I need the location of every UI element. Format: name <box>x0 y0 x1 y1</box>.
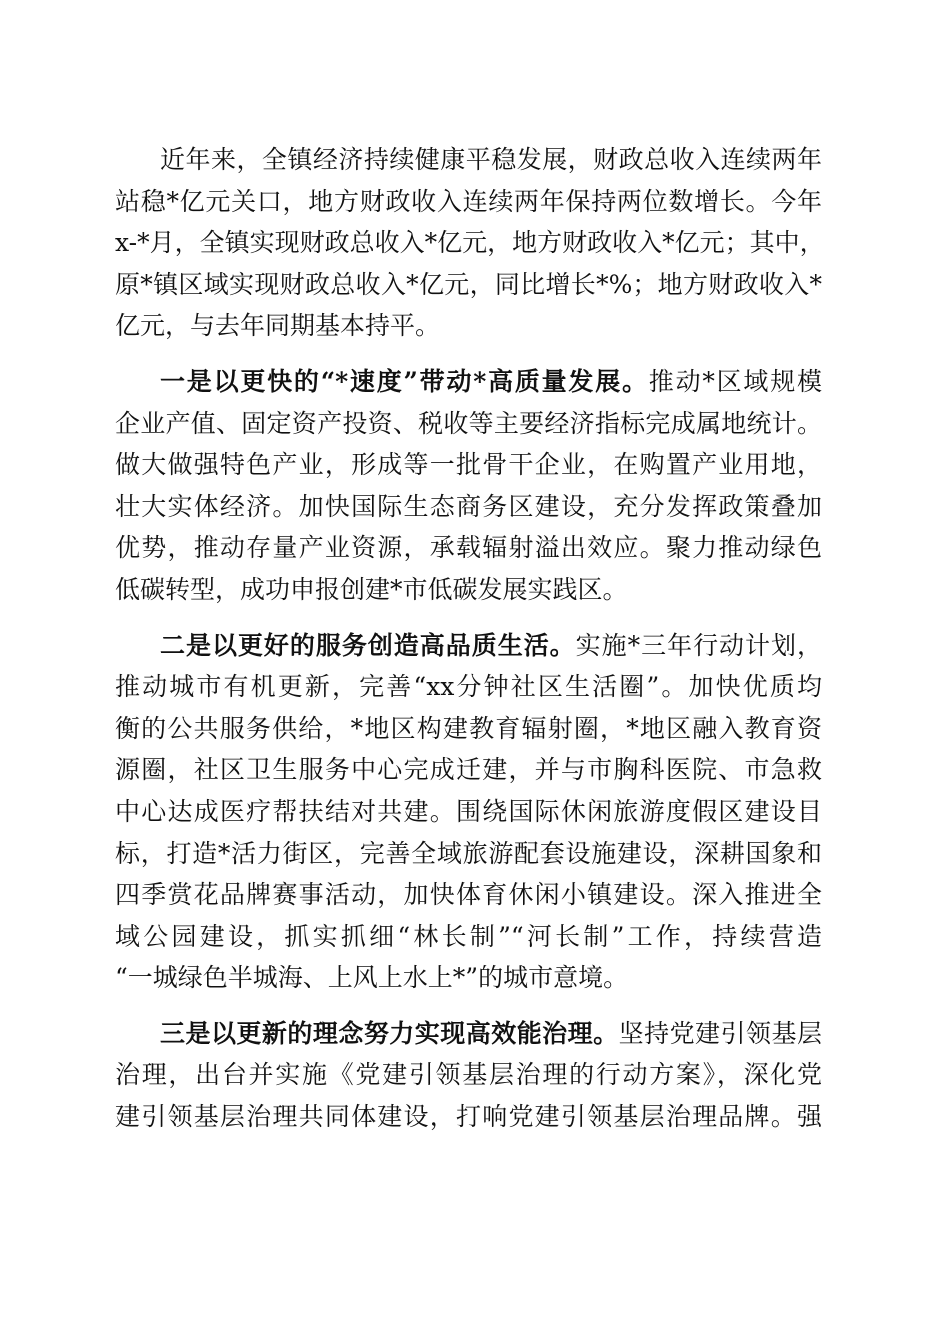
text-line: 企业产值、固定资产投资、税收等主要经济指标完成属地统计。 <box>115 408 822 438</box>
paragraph-point-three <box>115 1013 822 1138</box>
text-line: 近年来，全镇经济持续健康平稳发展，财政总收入连续两年 <box>160 145 822 174</box>
text-line <box>115 1013 822 1055</box>
text-line: 治理，出台并实施《党建引领基层治理的行动方案》，深化党 <box>115 1060 822 1090</box>
text-line: 原*镇区域实现财政总收入*亿元，同比增长*%；地方财政收入* <box>115 269 822 299</box>
text-line: 源圈，社区卫生服务中心完成迁建，并与市胸科医院、市急救 <box>115 755 822 785</box>
text-line: 站稳*亿元关口，地方财政收入连续两年保持两位数增长。今年 <box>115 186 822 216</box>
text-line: 衡的公共服务供给，*地区构建教育辐射圈，*地区融入教育资 <box>115 713 822 743</box>
text-span: 推动*区域规模 <box>648 366 822 396</box>
text-line: 建引领基层治理共同体建设，打响党建引领基层治理品牌。强 <box>115 1102 822 1132</box>
text-line: 四季赏花品牌赛事活动，加快体育休闲小镇建设。深入推进全 <box>115 880 822 910</box>
text-line: “一城绿色半城海、上风上水上*”的城市意境。 <box>115 963 629 993</box>
text-line <box>115 625 822 667</box>
text-line: 中心达成医疗帮扶结对共建。围绕国际休闲旅游度假区建设目 <box>115 796 822 826</box>
text-span: 坚持党建引领基层 <box>618 1018 822 1048</box>
text-line: 低碳转型，成功申报创建*市低碳发展实践区。 <box>115 574 628 604</box>
paragraph-heading: 三是以更新的理念努力实现高效能治理。 <box>160 1018 619 1048</box>
paragraph-point-one <box>115 361 822 611</box>
paragraph-point-two <box>115 625 822 999</box>
text-line: 做大做强特色产业，形成等一批骨干企业，在购置产业用地， <box>115 450 822 480</box>
text-line <box>115 361 822 403</box>
paragraph-fiscal-overview <box>115 139 825 347</box>
document-page <box>115 139 825 1152</box>
text-line: 域公园建设，抓实抓细“林长制”“河长制”工作，持续营造 <box>115 921 822 951</box>
text-span: 实施*三年行动计划， <box>575 630 822 660</box>
text-line: x-*月，全镇实现财政总收入*亿元，地方财政收入*亿元；其中， <box>115 228 825 258</box>
paragraph-heading: 二是以更好的服务创造高品质生活。 <box>160 630 576 660</box>
text-line: 优势，推动存量产业资源，承载辐射溢出效应。聚力推动绿色 <box>115 533 822 563</box>
text-line: 推动城市有机更新，完善“xx分钟社区生活圈”。加快优质均 <box>115 672 822 702</box>
text-line: 亿元，与去年同期基本持平。 <box>115 311 441 341</box>
text-line: 标，打造*活力街区，完善全域旅游配套设施建设，深耕国象和 <box>115 838 822 868</box>
text-line: 壮大实体经济。加快国际生态商务区建设，充分发挥政策叠加 <box>115 491 822 521</box>
paragraph-heading: 一是以更快的“*速度”带动*高质量发展。 <box>160 366 649 396</box>
